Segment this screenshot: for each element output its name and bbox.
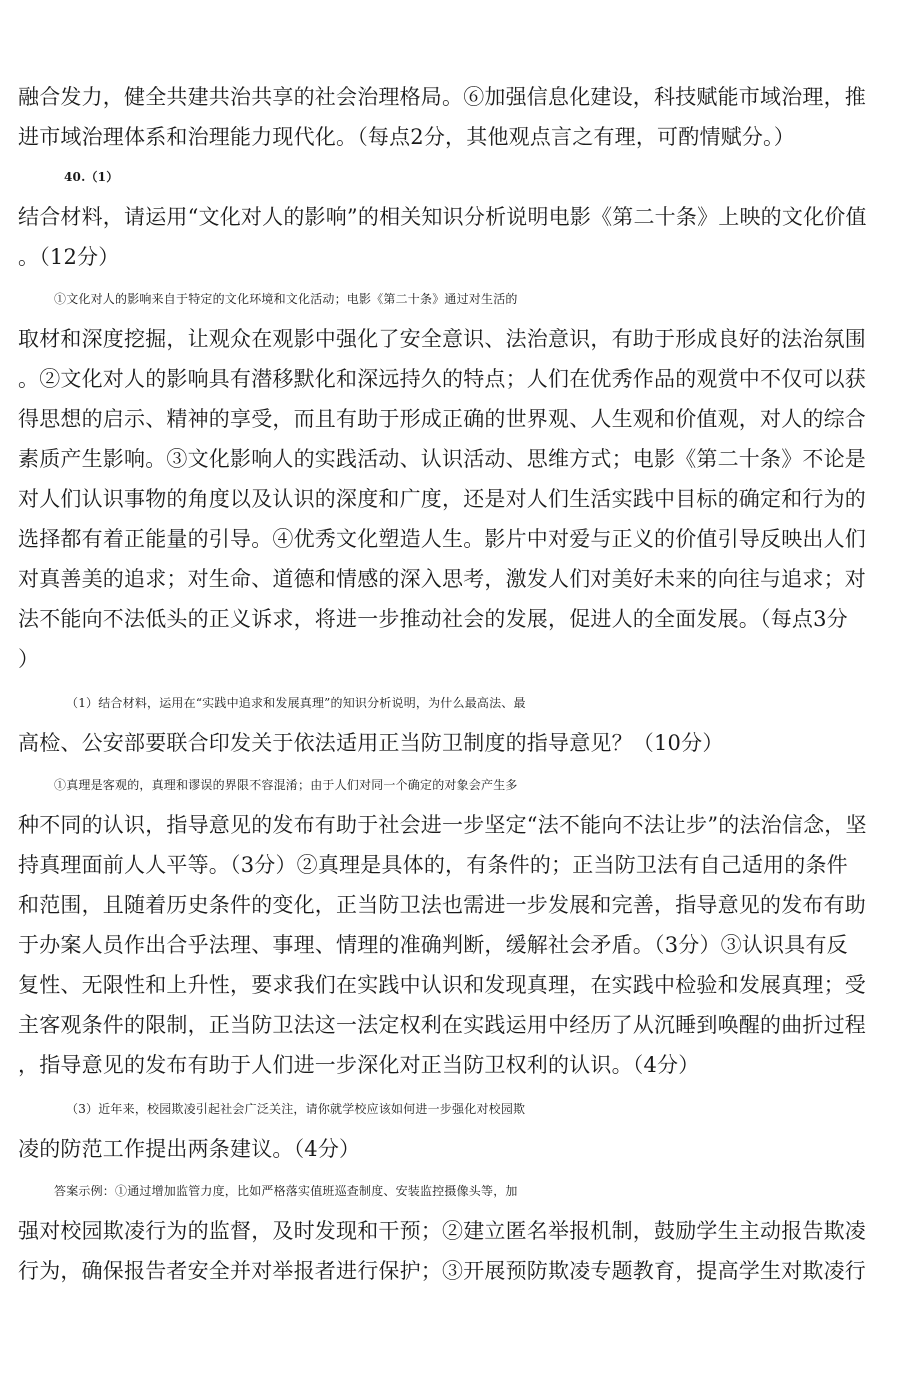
text-line: 高检、公安部要联合印发关于依法适用正当防卫制度的指导意见？（10分） xyxy=(18,731,724,755)
text-line: 种不同的认识，指导意见的发布有助于社会进一步坚定“法不能向不法让步”的法治信念，坚 xyxy=(18,813,867,837)
text-line: （3）近年来，校园欺凌引起社会广泛关注，请你就学校应该如何进一步强化对校园欺 xyxy=(66,1102,526,1116)
text-line: 结合材料，请运用“文化对人的影响”的相关知识分析说明电影《第二十条》上映的文化价值 xyxy=(18,205,867,229)
text-line: ） xyxy=(18,647,40,671)
text-line: 强对校园欺凌行为的监督，及时发现和干预；②建立匿名举报机制，鼓励学生主动报告欺凌 xyxy=(18,1219,866,1243)
text-line: 法不能向不法低头的正义诉求，将进一步推动社会的发展，促进人的全面发展。（每点3分 xyxy=(18,607,848,631)
text-line: 进市域治理体系和治理能力现代化。（每点2分，其他观点言之有理，可酌情赋分。） xyxy=(18,125,795,149)
text-line: （1）结合材料，运用在“实践中追求和发展真理”的知识分析说明，为什么最高法、最 xyxy=(66,696,526,710)
text-line: 素质产生影响。③文化影响人的实践活动、认识活动、思维方式；电影《第二十条》不论是 xyxy=(18,447,866,471)
text-line: 主客观条件的限制，正当防卫法这一法定权利在实践运用中经历了从沉睡到唤醒的曲折过程 xyxy=(18,1013,866,1037)
text-line: 答案示例：①通过增加监管力度，比如严格落实值班巡查制度、安装监控摄像头等，加 xyxy=(54,1184,518,1198)
text-line: ①文化对人的影响来自于特定的文化环境和文化活动；电影《第二十条》通过对生活的 xyxy=(54,292,518,306)
text-line: 。（12分） xyxy=(18,245,120,269)
text-line: 对人们认识事物的角度以及认识的深度和广度，还是对人们生活实践中目标的确定和行为的 xyxy=(18,487,866,511)
text-line: 持真理面前人人平等。（3分）②真理是具体的，有条件的；正当防卫法有自己适用的条件 xyxy=(18,853,848,877)
text-line: 。②文化对人的影响具有潜移默化和深远持久的特点；人们在优秀作品的观赏中不仅可以获 xyxy=(18,367,866,391)
text-line: 得思想的启示、精神的享受，而且有助于形成正确的世界观、人生观和价值观，对人的综合 xyxy=(18,407,866,431)
text-line: 选择都有着正能量的引导。④优秀文化塑造人生。影片中对爱与正义的价值引导反映出人们 xyxy=(18,527,866,551)
text-line: 行为，确保报告者安全并对举报者进行保护；③开展预防欺凌专题教育，提高学生对欺凌行 xyxy=(18,1259,866,1283)
text-line: ①真理是客观的，真理和谬误的界限不容混淆；由于人们对同一个确定的对象会产生多 xyxy=(54,778,518,792)
text-line: 复性、无限性和上升性，要求我们在实践中认识和发现真理，在实践中检验和发展真理；受 xyxy=(18,973,866,997)
text-line: 和范围，且随着历史条件的变化，正当防卫法也需进一步发展和完善，指导意见的发布有助 xyxy=(18,893,866,917)
text-line: 于办案人员作出合乎法理、事理、情理的准确判断，缓解社会矛盾。（3分）③认识具有反 xyxy=(18,933,848,957)
text-line: 凌的防范工作提出两条建议。（4分） xyxy=(18,1137,361,1161)
text-line: 融合发力，健全共建共治共享的社会治理格局。⑥加强信息化建设，科技赋能市域治理，推 xyxy=(18,85,866,109)
text-line: ，指导意见的发布有助于人们进一步深化对正当防卫权利的认识。（4分） xyxy=(18,1053,700,1077)
text-line: 对真善美的追求；对生命、道德和情感的深入思考，激发人们对美好未来的向往与追求；对 xyxy=(18,567,866,591)
text-line: 取材和深度挖掘，让观众在观影中强化了安全意识、法治意识，有助于形成良好的法治氛围 xyxy=(18,327,866,351)
question-heading: 40.（1） xyxy=(64,170,119,184)
